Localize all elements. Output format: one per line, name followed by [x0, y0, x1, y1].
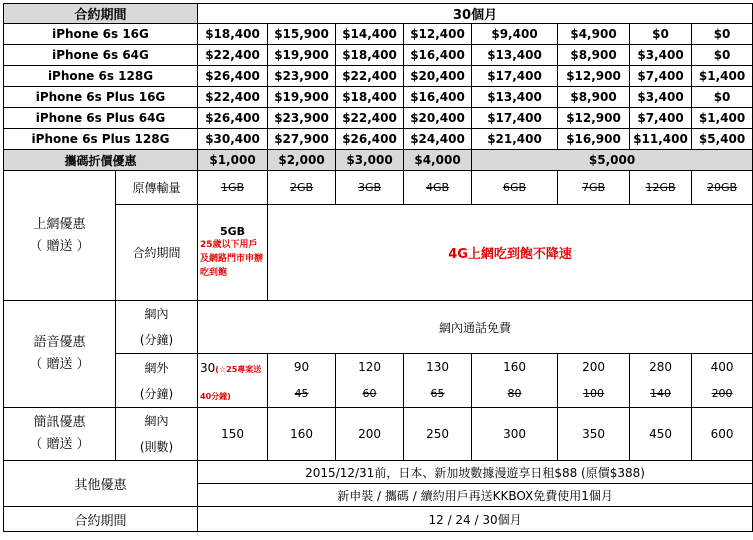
price-cell: $22,400	[336, 66, 404, 87]
voice-onnet-label	[116, 301, 198, 354]
voice-offnet-unit: (分鐘)	[139, 386, 174, 401]
discount-value: $4,000	[404, 150, 472, 171]
data-original-value: 12GB	[630, 171, 692, 205]
price-cell: $22,400	[336, 108, 404, 129]
header-period-value: 30個月	[198, 4, 753, 24]
price-cell: $22,400	[198, 87, 268, 108]
voice-offnet-cell	[268, 354, 336, 408]
price-cell: $0	[692, 87, 753, 108]
price-cell: $17,400	[472, 108, 558, 129]
voice-offnet-value: 160	[503, 360, 526, 374]
discount-value: $3,000	[336, 150, 404, 171]
price-cell: $21,400	[472, 129, 558, 150]
sms-value: 300	[472, 408, 558, 461]
other-kkbox: 新申裝 / 攜碼 / 續約用戶再送KKBOX免費使用1個月	[198, 484, 753, 507]
data-original-value: 4GB	[404, 171, 472, 205]
discount-value: $2,000	[268, 150, 336, 171]
voice-offnet-old: 140	[650, 387, 672, 400]
data-offer-gift: （ 贈送 ）	[29, 238, 90, 254]
sms-offer-title: 簡訊優惠	[33, 415, 86, 430]
price-cell: $9,400	[472, 24, 558, 45]
price-cell: $23,900	[268, 66, 336, 87]
voice-onnet-value: 網內通話免費	[198, 301, 753, 354]
device-model: iPhone 6s 16G	[4, 24, 198, 45]
data-offer-title: 上網優惠	[33, 216, 86, 232]
price-cell: $20,400	[404, 66, 472, 87]
device-model: iPhone 6s Plus 128G	[4, 129, 198, 150]
voice-offnet-label	[116, 354, 198, 408]
price-cell: $18,400	[336, 45, 404, 66]
sms-onnet-label	[116, 408, 198, 461]
price-cell: $12,900	[558, 108, 630, 129]
price-cell: $8,900	[558, 45, 630, 66]
price-cell: $23,900	[268, 108, 336, 129]
price-cell: $18,400	[198, 24, 268, 45]
price-cell: $26,400	[198, 108, 268, 129]
voice-offnet-cell	[630, 354, 692, 408]
price-cell: $1,400	[692, 108, 753, 129]
price-cell: $17,400	[472, 66, 558, 87]
term-row	[4, 507, 753, 532]
data-first-note: 25歲以下用戶及網路門市申辦吃到飽	[200, 240, 264, 278]
voice-onnet-row	[4, 301, 753, 354]
sms-value: 450	[630, 408, 692, 461]
price-cell: $27,900	[268, 129, 336, 150]
voice-offnet-first-note: (☆25專案送40分鐘)	[200, 365, 262, 401]
sms-value: 600	[692, 408, 753, 461]
price-cell: $8,900	[558, 87, 630, 108]
voice-offnet-value: 130	[426, 360, 449, 374]
voice-offnet-value: 200	[582, 360, 605, 374]
voice-offnet-value: 400	[710, 360, 734, 374]
voice-offnet-old: 80	[507, 387, 522, 400]
data-original-value: 1GB	[198, 171, 268, 205]
sms-value: 150	[198, 408, 268, 461]
price-cell: $24,400	[404, 129, 472, 150]
voice-offnet-value: 120	[358, 360, 381, 374]
sms-onnet-unit: (則數)	[139, 440, 174, 454]
price-cell: $22,400	[198, 45, 268, 66]
sms-value: 200	[336, 408, 404, 461]
sms-offer-label	[4, 408, 116, 461]
price-cell: $4,900	[558, 24, 630, 45]
sms-value: 350	[558, 408, 630, 461]
plan-table	[3, 3, 753, 532]
device-row	[4, 108, 753, 129]
price-cell: $15,900	[268, 24, 336, 45]
term-value: 12 / 24 / 30個月	[198, 507, 753, 532]
voice-offnet-old: 200	[711, 387, 733, 400]
sms-offer-gift: （ 贈送 ）	[29, 437, 90, 452]
term-label: 合約期間	[4, 507, 198, 532]
data-period-label: 合約期間	[116, 205, 198, 301]
device-row	[4, 66, 753, 87]
header-period-label: 合約期間	[4, 4, 198, 24]
price-cell: $7,400	[630, 108, 692, 129]
price-cell: $18,400	[336, 87, 404, 108]
data-original-value: 3GB	[336, 171, 404, 205]
price-cell: $0	[630, 24, 692, 45]
data-original-value: 6GB	[472, 171, 558, 205]
price-cell: $13,400	[472, 87, 558, 108]
device-row	[4, 45, 753, 66]
data-original-row	[4, 171, 753, 205]
voice-offnet-old: 60	[362, 387, 377, 400]
other-row-1	[4, 461, 753, 484]
voice-offer-label	[4, 301, 116, 408]
price-cell: $1,400	[692, 66, 753, 87]
price-cell: $19,900	[268, 87, 336, 108]
price-cell: $3,400	[630, 87, 692, 108]
price-cell: $12,400	[404, 24, 472, 45]
voice-offnet-cell	[558, 354, 630, 408]
voice-offnet-old: 65	[430, 387, 445, 400]
voice-offer-gift: （ 贈送 ）	[29, 357, 90, 372]
voice-offnet-old: 45	[294, 387, 309, 400]
device-model: iPhone 6s Plus 64G	[4, 108, 198, 129]
device-row	[4, 129, 753, 150]
price-cell: $14,400	[336, 24, 404, 45]
voice-offnet-cell	[336, 354, 404, 408]
voice-onnet-name: 網內	[144, 307, 169, 321]
other-roaming: 2015/12/31前，日本、新加坡數據漫遊享日租$88 (原價$388)	[198, 461, 753, 484]
price-cell: $12,900	[558, 66, 630, 87]
price-cell: $3,400	[630, 45, 692, 66]
price-cell: $26,400	[336, 129, 404, 150]
price-cell: $26,400	[198, 66, 268, 87]
device-row	[4, 87, 753, 108]
data-unlimited: 4G上網吃到飽不降速	[268, 205, 753, 301]
voice-offnet-value: 280	[649, 360, 672, 374]
data-original-label: 原傳輸量	[116, 171, 198, 205]
voice-offnet-first	[198, 354, 268, 408]
data-original-value: 7GB	[558, 171, 630, 205]
voice-offnet-row	[4, 354, 753, 408]
price-cell: $7,400	[630, 66, 692, 87]
sms-value: 160	[268, 408, 336, 461]
voice-offnet-cell	[472, 354, 558, 408]
discount-row	[4, 150, 753, 171]
sms-value: 250	[404, 408, 472, 461]
price-cell: $5,400	[692, 129, 753, 150]
price-cell: $16,400	[404, 87, 472, 108]
voice-offnet-first-main: 30	[200, 361, 216, 375]
data-original-value: 20GB	[692, 171, 753, 205]
price-cell: $0	[692, 24, 753, 45]
price-cell: $13,400	[472, 45, 558, 66]
device-model: iPhone 6s Plus 16G	[4, 87, 198, 108]
discount-label: 攜碼折價優惠	[4, 150, 198, 171]
price-cell: $16,900	[558, 129, 630, 150]
other-label: 其他優惠	[4, 461, 198, 507]
voice-offer-title: 語音優惠	[33, 335, 86, 350]
data-first-offer	[198, 205, 268, 301]
price-cell: $16,400	[404, 45, 472, 66]
data-first-main: 5GB	[219, 225, 246, 238]
data-period-row	[4, 205, 753, 301]
discount-value: $1,000	[198, 150, 268, 171]
price-cell: $30,400	[198, 129, 268, 150]
price-cell: $0	[692, 45, 753, 66]
price-cell: $19,900	[268, 45, 336, 66]
data-original-value: 2GB	[268, 171, 336, 205]
voice-offnet-cell	[692, 354, 753, 408]
price-cell: $20,400	[404, 108, 472, 129]
data-offer-label	[4, 171, 116, 301]
device-model: iPhone 6s 128G	[4, 66, 198, 87]
device-model: iPhone 6s 64G	[4, 45, 198, 66]
voice-offnet-value: 90	[293, 360, 310, 374]
discount-value-wide: $5,000	[472, 150, 753, 171]
sms-onnet-name: 網內	[144, 414, 169, 428]
sms-row	[4, 408, 753, 461]
voice-offnet-cell	[404, 354, 472, 408]
voice-offnet-old: 100	[583, 387, 605, 400]
voice-offnet-name: 網外	[144, 360, 169, 375]
device-row	[4, 24, 753, 45]
voice-onnet-unit: (分鐘)	[139, 333, 174, 347]
price-cell: $11,400	[630, 129, 692, 150]
